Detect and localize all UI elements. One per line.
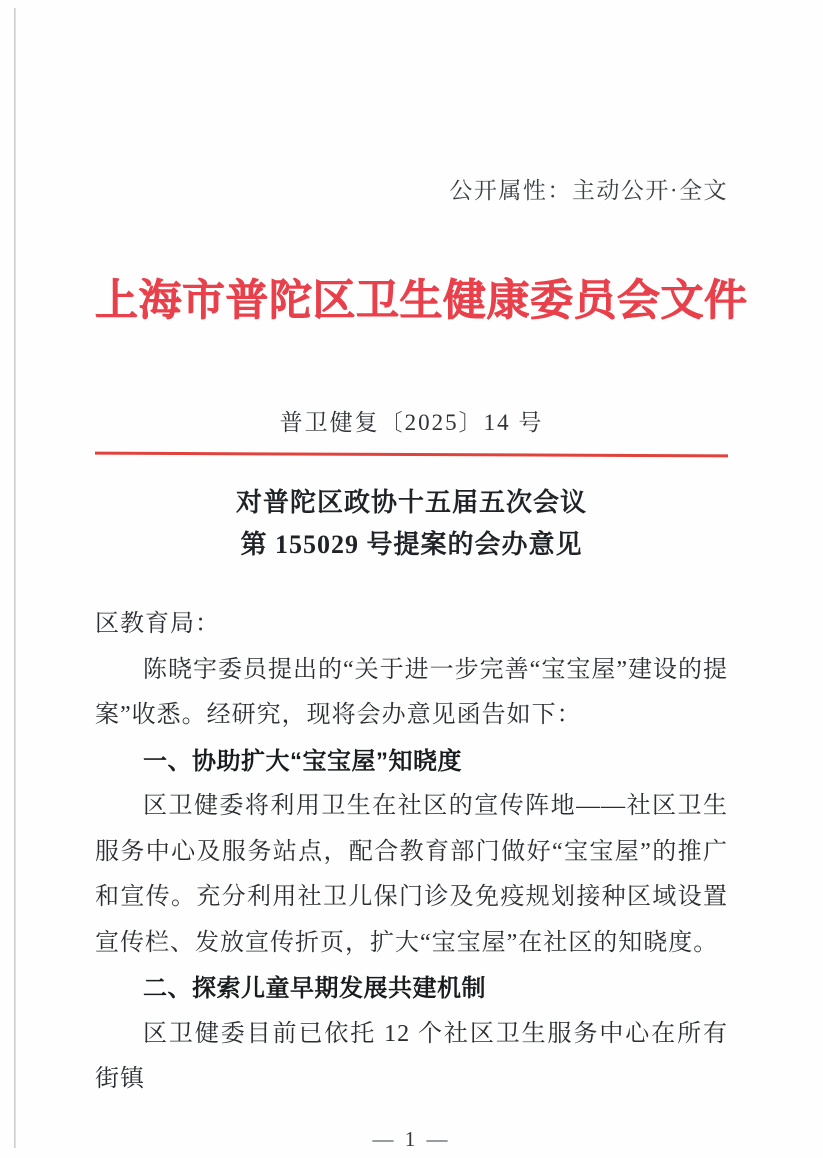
section-1-heading: 一、协助扩大“宝宝屋”知晓度 [143,747,462,775]
red-header-agency-title: 上海市普陀区卫生健康委员会文件 [95,278,748,325]
document-title [95,482,728,566]
section-2-heading: 二、探索儿童早期发展共建机制 [143,975,486,1002]
intro-paragraph: 陈晓宇委员提出的“关于进一步完善“宝宝屋”建设的提案”收悉。经研究，现将会办意见函告如下： [95,656,728,728]
salutation-line: 区教育局： [95,611,220,637]
section-1-paragraph: 区卫健委将利用卫生在社区的宣传阵地——社区卫生服务中心及服务站点，配合教育部门做好“宝宝屋”的推广和宣传。充分利用社卫儿保门诊及免疫规划接种区域设置宣传栏、发放宣传折页，扩大“宝宝屋”在社区的知晓度。 [95,793,728,956]
document-content [95,0,748,1152]
red-divider-rule [95,452,728,458]
scan-edge-line [14,8,16,1148]
document-body [95,602,728,1103]
document-title-line-2: 第 155029 号提案的会办意见 [240,530,583,559]
section-2-paragraph: 区卫健委目前已依托 12 个社区卫生服务中心在所有街镇 [95,1020,728,1092]
document-title-line-1: 对普陀区政协十五届五次会议 [235,488,587,517]
document-reference-number: 普卫健复〔2025〕14 号 [279,410,544,435]
page-number: — 1 — [372,1126,451,1151]
publicity-attribute-label: 公开属性：主动公开·全文 [449,178,728,203]
